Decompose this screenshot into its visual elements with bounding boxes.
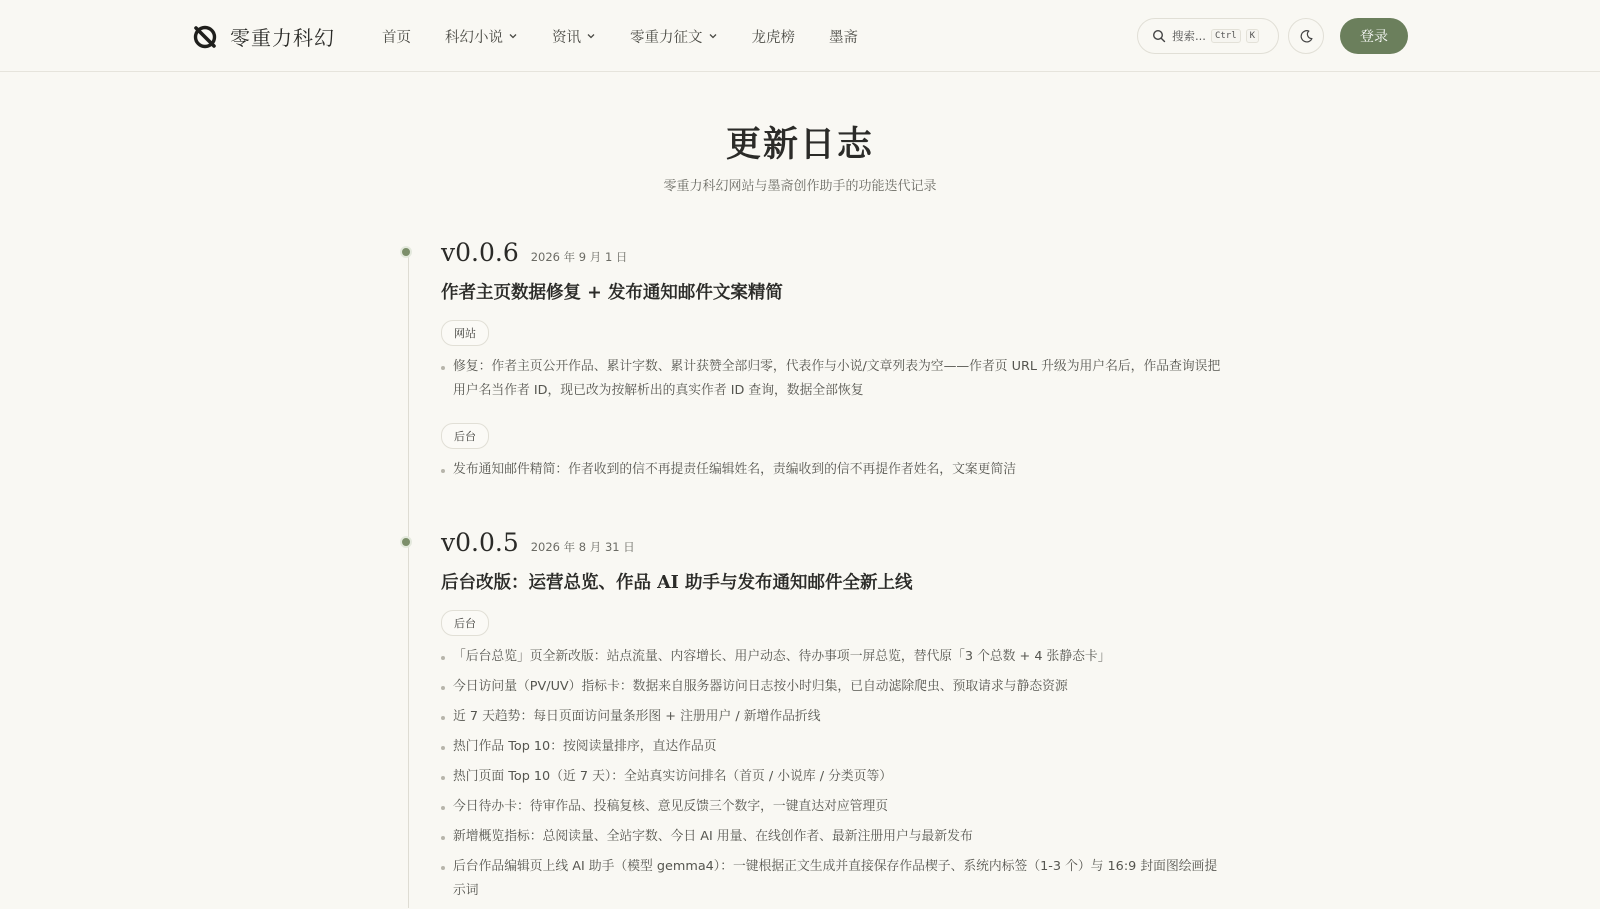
change-item: 修复：作者主页公开作品、累计字数、累计获赞全部归零，代表作与小说/文章列表为空——作者页 URL 升级为用户名后，作品查询误把用户名当作者 ID，现已改为按解析出的真实作者 ID 查询，数据全部恢复: [441, 355, 1221, 403]
logo-text: 零重力科幻: [230, 26, 335, 50]
nav-label: 科幻小说: [445, 29, 503, 46]
category-tag: 后台: [441, 610, 489, 636]
entry-title: 后台改版：运营总览、作品 AI 助手与发布通知邮件全新上线: [441, 573, 913, 593]
site-header: [0, 0, 1600, 72]
change-list: [441, 458, 1221, 482]
changelog-entry: [441, 238, 1221, 488]
page-subtitle: 零重力科幻网站与墨斋创作助手的功能迭代记录: [663, 179, 937, 194]
search-placeholder: 搜索...: [1172, 29, 1206, 43]
change-list: [441, 355, 1221, 403]
nav-label: 墨斋: [829, 29, 858, 46]
entry-version: v0.0.6: [441, 238, 519, 267]
theme-toggle-button[interactable]: [1288, 18, 1324, 54]
change-list: [441, 645, 1221, 903]
nav-leaderboard[interactable]: [752, 26, 796, 47]
timeline-dot: [400, 536, 412, 548]
nav-home[interactable]: [382, 26, 411, 47]
nav-label: 首页: [382, 29, 411, 46]
nav-label: 龙虎榜: [751, 29, 795, 46]
kbd-ctrl: Ctrl: [1211, 29, 1241, 43]
category-tag: 后台: [441, 423, 489, 449]
chevron-down-icon: [508, 31, 518, 41]
change-item: 今日待办卡：待审作品、投稿复核、意见反馈三个数字，一键直达对应管理页: [441, 795, 1221, 819]
change-item: 热门页面 Top 10（近 7 天）：全站真实访问排名（首页 / 小说库 / 分类页等）: [441, 765, 1221, 789]
change-item: 后台作品编辑页上线 AI 助手（模型 gemma4）：一键根据正文生成并直接保存作品楔子、系统内标签（1-3 个）与 16:9 封面图绘画提示词: [441, 855, 1221, 903]
change-item: 「后台总览」页全新改版：站点流量、内容增长、用户动态、待办事项一屏总览，替代原「3 个总数 + 4 张静态卡」: [441, 645, 1221, 669]
entry-date: 2026 年 9 月 1 日: [530, 250, 628, 264]
chevron-down-icon: [708, 31, 718, 41]
entry-date: 2026 年 8 月 31 日: [530, 540, 635, 554]
timeline-dot: [400, 246, 412, 258]
nav-contest[interactable]: [630, 26, 718, 47]
change-item: 发布通知邮件精简：作者收到的信不再提责任编辑姓名，责编收到的信不再提作者姓名，文案更简洁: [441, 458, 1221, 482]
page-title: 更新日志: [725, 124, 874, 165]
entry-title: 作者主页数据修复 + 发布通知邮件文案精简: [441, 283, 783, 303]
change-item: 新增概览指标：总阅读量、全站字数、今日 AI 用量、在线创作者、最新注册用户与最新发布: [441, 825, 1221, 849]
change-item: 今日访问量（PV/UV）指标卡：数据来自服务器访问日志按小时归集，已自动滤除爬虫、预取请求与静态资源: [441, 675, 1221, 699]
timeline-line: [408, 248, 409, 908]
main-nav: [382, 0, 892, 72]
nav-label: 零重力征文: [630, 29, 703, 46]
change-item: 近 7 天趋势：每日页面访问量条形图 + 注册用户 / 新增作品折线: [441, 705, 1221, 729]
category-tag: 网站: [441, 320, 489, 346]
nav-scifi-novels[interactable]: [445, 26, 518, 47]
chevron-down-icon: [586, 31, 596, 41]
search-button[interactable]: [1137, 18, 1279, 54]
kbd-k: K: [1246, 29, 1259, 43]
entry-version: v0.0.5: [441, 528, 519, 557]
changelog-entry: [441, 528, 1221, 909]
search-icon: [1152, 29, 1166, 43]
login-button[interactable]: 登录: [1340, 18, 1408, 54]
logo-icon: [192, 24, 218, 50]
change-item: 热门作品 Top 10：按阅读量排序，直达作品页: [441, 735, 1221, 759]
nav-news[interactable]: [552, 26, 596, 47]
nav-label: 资讯: [552, 29, 581, 46]
site-logo[interactable]: [192, 22, 335, 51]
moon-icon: [1299, 29, 1314, 44]
nav-mozhai[interactable]: [829, 26, 858, 47]
